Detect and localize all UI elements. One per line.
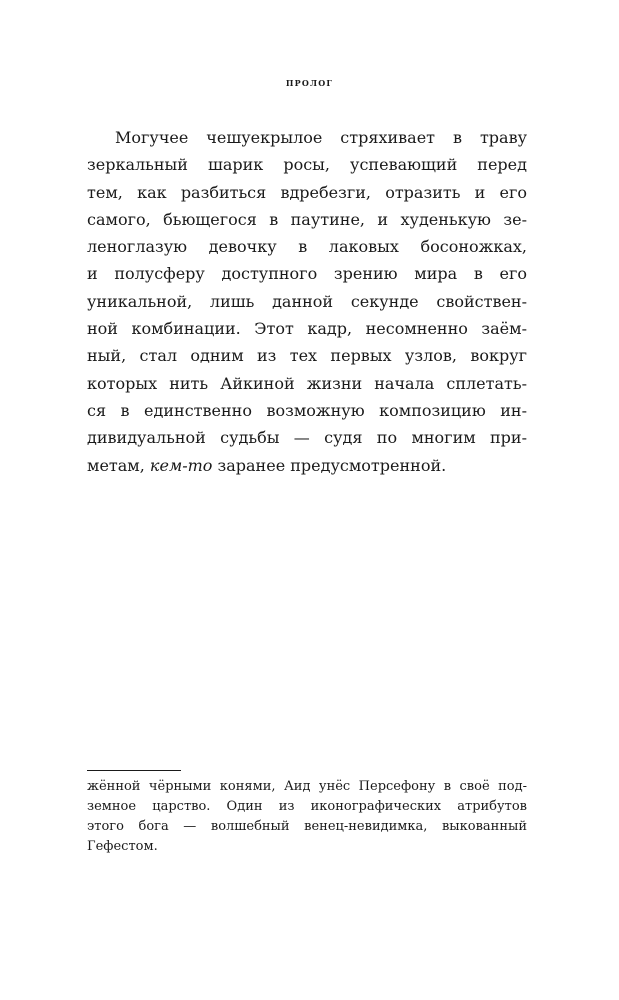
text-line: ной комбинации. Этот кадр, несомненно заём- [87,319,527,339]
footnote [87,777,527,857]
text-line: зеркальный шарик росы, успевающий перед [87,155,527,175]
footnote-rule [87,770,181,771]
footnote-line: жённой чёрными конями, Аид унёс Персефону в своё под- [87,779,527,794]
text-line: леноглазую девочку в лаковых босоножках, [87,237,527,257]
footnote-line: Гефестом. [87,839,158,854]
text-line: и полусферу доступного зрению мира в его [87,264,527,284]
text-fragment: метам, [87,455,150,475]
chapter-title: пролог [285,76,334,89]
footnote-line: земное царство. Один из иконографических атрибутов [87,799,527,814]
body-paragraph [87,124,527,479]
footnote-line: этого бога — волшебный венец-невидимка, выкованный [87,819,527,834]
text-line: дивидуальной судьбы — судя по многим при- [87,428,527,448]
text-line: тем, как разбиться вдребезги, отразить и его [87,182,527,202]
text-line: уникальной, лишь данной секунде свойствен- [87,291,527,311]
italic-emphasis: кем-то [149,455,213,475]
text-line-last [87,452,527,479]
text-fragment: заранее предусмотренной. [212,455,447,475]
text-line: ся в единственно возможную композицию ин- [87,400,527,420]
text-line: самого, бьющегося в паутине, и худенькую зе- [87,209,527,229]
text-line: Могучее чешуекрылое стряхивает в траву [115,128,527,147]
text-line: которых нить Айкиной жизни начала сплетать- [87,373,527,393]
text-line: ный, стал одним из тех первых узлов, вокруг [87,346,527,366]
